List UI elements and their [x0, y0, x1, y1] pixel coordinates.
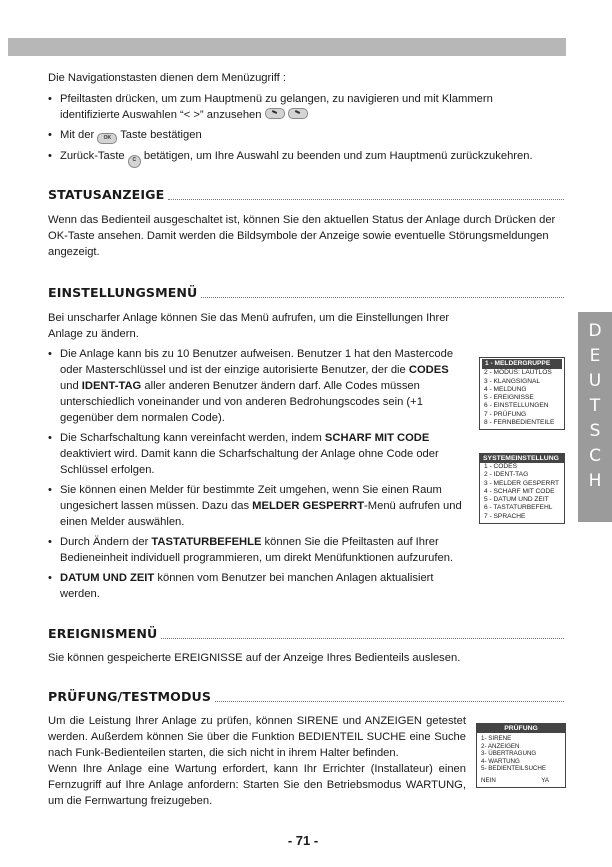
ok-key-icon: OK: [97, 133, 117, 144]
test-paragraph: Wenn Ihre Anlage eine Wartung erfordert, kann Ihr Errichter (Installateur) einen Fernzugriff auf Ihre Anlage anfordern: Starten Sie den Betriebsmodus WARTUNG, um die Fernwartung freizugeben.: [48, 763, 466, 807]
section-heading-status: [48, 187, 564, 203]
menu-item: 5- BEDIENTEILSUCHE: [481, 765, 546, 773]
section-heading-events: [48, 626, 564, 642]
text: Die Scharfschaltung kann vereinfacht werden, indem: [60, 432, 325, 444]
menu-item: 1- SIRENE: [481, 735, 512, 742]
menu-item: 4 - SCHARF MIT CODE: [484, 487, 555, 495]
menu-item: 3- ÜBERTRAGUNG: [481, 750, 537, 758]
text: Die Anlage kann bis zu 10 Benutzer aufweisen. Benutzer 1 hat den Mastercode oder Masterschlüssel und ist der einzige autorisierte Benutzer, der die: [60, 348, 454, 376]
menu-item: 1 - CODES: [484, 463, 517, 470]
dotted-leader: [161, 638, 564, 639]
tab-letter: T: [589, 396, 601, 416]
list-item: [48, 430, 466, 478]
menu-item: 6 - TASTATURBEFEHL: [484, 504, 553, 512]
text: -Menü aufrufen und einen Melder auswählen.: [60, 500, 462, 528]
menu-item: 2- ANZEIGEN: [481, 742, 520, 750]
menu-item-selected: 1 - MELDERGRUPPE: [482, 359, 562, 369]
page-number: - 71 -: [287, 833, 319, 848]
nav-bullet-text: Zurück-Taste: [60, 150, 125, 162]
list-item: [48, 482, 466, 530]
nav-intro: Die Navigationstasten dienen dem Menüzugriff :: [48, 72, 286, 84]
settings-intro: Bei unscharfer Anlage können Sie das Menü aufrufen, um die Einstellungen Ihrer Anlage zu ändern.: [48, 312, 450, 340]
text: können vom Benutzer bei manchen Anlagen aktualisiert werden.: [60, 572, 434, 600]
text: deaktiviert wird. Damit kann die Scharfschaltung der Anlage ohne Code oder Schlüssel erfolgen.: [60, 448, 439, 476]
menu-item: 7 - PRÜFUNG: [484, 410, 527, 418]
text: Sie können einen Melder für bestimmte Zeit umgehen, wenn Sie einen Raum ungesichert lassen müssen. Dazu das: [60, 484, 442, 512]
events-text: Sie können gespeicherte EREIGNISSE auf der Anzeige Ihres Bedienteils auslesen.: [48, 652, 461, 664]
tab-letter: D: [588, 321, 602, 341]
list-item: [48, 91, 548, 123]
text: Durch Ändern der: [60, 536, 152, 548]
dotted-leader: [215, 701, 564, 702]
test-text: [48, 713, 466, 809]
language-tab: [578, 312, 612, 522]
status-text: Wenn das Bedienteil ausgeschaltet ist, können Sie den aktuellen Status der Anlage durch Drücken der OK-Taste ansehen. Damit werden die Bildsymbole der Anzeige sowie eventuelle Störungsmeldungen angezeigt.: [48, 214, 556, 258]
menu-item: 4 - MELDUNG: [484, 385, 527, 393]
tab-letter: H: [588, 471, 602, 491]
tab-letter: U: [588, 371, 602, 391]
list-item: [48, 346, 466, 426]
dotted-leader: [201, 297, 564, 298]
dotted-leader: [168, 199, 564, 200]
menu-item: 4- WARTUNG: [481, 757, 520, 765]
section-heading-settings: [48, 285, 564, 301]
list-item: [48, 148, 548, 168]
tab-letter: C: [589, 446, 601, 466]
menu-footer: [477, 773, 565, 787]
text-bold: DATUM UND ZEIT: [60, 572, 155, 584]
text-bold: TASTATURBEFEHLE: [151, 536, 262, 548]
menu-item: 2 - IDENT-TAG: [484, 471, 529, 479]
menu-item: 3 - KLANGSIGNAL: [484, 377, 541, 385]
section-heading-test: [48, 689, 564, 705]
heading-text: PRÜFUNG/TESTMODUS: [48, 689, 212, 704]
menu-item: 8 - FERNBEDIENTEILE: [484, 419, 555, 427]
text: und: [60, 380, 82, 392]
text: aller anderen Benutzer ändern darf. Alle Codes müssen unterschiedlich voneinander und von anderen Bedrohungscodes sein (+1 gegenüber dem normalen Code).: [60, 380, 423, 424]
menu-item: 7 - SPRACHE: [484, 512, 526, 520]
menu-screen-main: [479, 357, 565, 430]
text-bold: SCHARF MIT CODE: [324, 432, 430, 444]
settings-list: [48, 346, 466, 606]
menu-title: PRÜFUNG: [477, 724, 565, 733]
tab-letter: E: [589, 346, 601, 366]
yes-softkey-label: YA: [541, 776, 549, 784]
menu-screen-system: [479, 453, 565, 524]
menu-item: 5 - EREIGNISSE: [484, 394, 534, 402]
text-bold: MELDER GESPERRT: [252, 500, 365, 512]
list-item: [48, 570, 466, 602]
heading-text: EREIGNISMENÜ: [48, 626, 158, 641]
nav-list: [48, 91, 548, 172]
list-item: [48, 127, 548, 144]
header-bar: [8, 38, 566, 56]
tab-letter: S: [589, 421, 601, 441]
heading-text: EINSTELLUNGSMENÜ: [48, 285, 198, 300]
menu-item: 3 - MELDER GESPERRT: [484, 479, 559, 487]
arrow-left-key-icon: [265, 108, 285, 119]
menu-item: 6 - EINSTELLUNGEN: [484, 402, 549, 410]
nav-bullet-text: Mit der: [60, 129, 95, 141]
text-bold: CODES: [408, 364, 449, 376]
menu-screen-test: [476, 723, 566, 788]
nav-bullet-text: Taste bestätigen: [120, 129, 202, 141]
menu-item: 5 - DATUM UND ZEIT: [484, 496, 549, 504]
no-softkey-label: NEIN: [481, 776, 496, 784]
back-key-icon: C: [128, 155, 141, 168]
menu-title: SYSTEMEINSTELLUNG: [480, 454, 564, 463]
menu-item: 2 - MODUS: LAUTLOS: [484, 369, 552, 377]
heading-text: STATUSANZEIGE: [48, 187, 165, 202]
text: können Sie die Pfeiltasten auf Ihrer Bedieneinheit individuell programmieren, um direkt Menüfunktionen aufzurufen.: [60, 536, 454, 564]
arrow-right-key-icon: [288, 108, 308, 119]
text-bold: IDENT-TAG: [81, 380, 142, 392]
nav-bullet-text: Pfeiltasten drücken, um zum Hauptmenü zu gelangen, zu navigieren und mit Klammern identifizierte Auswahlen “< >” anzusehen: [60, 93, 493, 121]
list-item: [48, 534, 466, 566]
test-paragraph: Um die Leistung Ihrer Anlage zu prüfen, können SIRENE und ANZEIGEN getestet werden. Außerdem können Sie über die Funktion BEDIENTEIL SUCHE eine Suche nach Funk-Bedienteilen starten, die sich nicht in ihrem Halter befinden.: [48, 715, 466, 759]
nav-bullet-text: betätigen, um Ihre Auswahl zu beenden und zum Hauptmenü zurückzukehren.: [143, 150, 533, 162]
